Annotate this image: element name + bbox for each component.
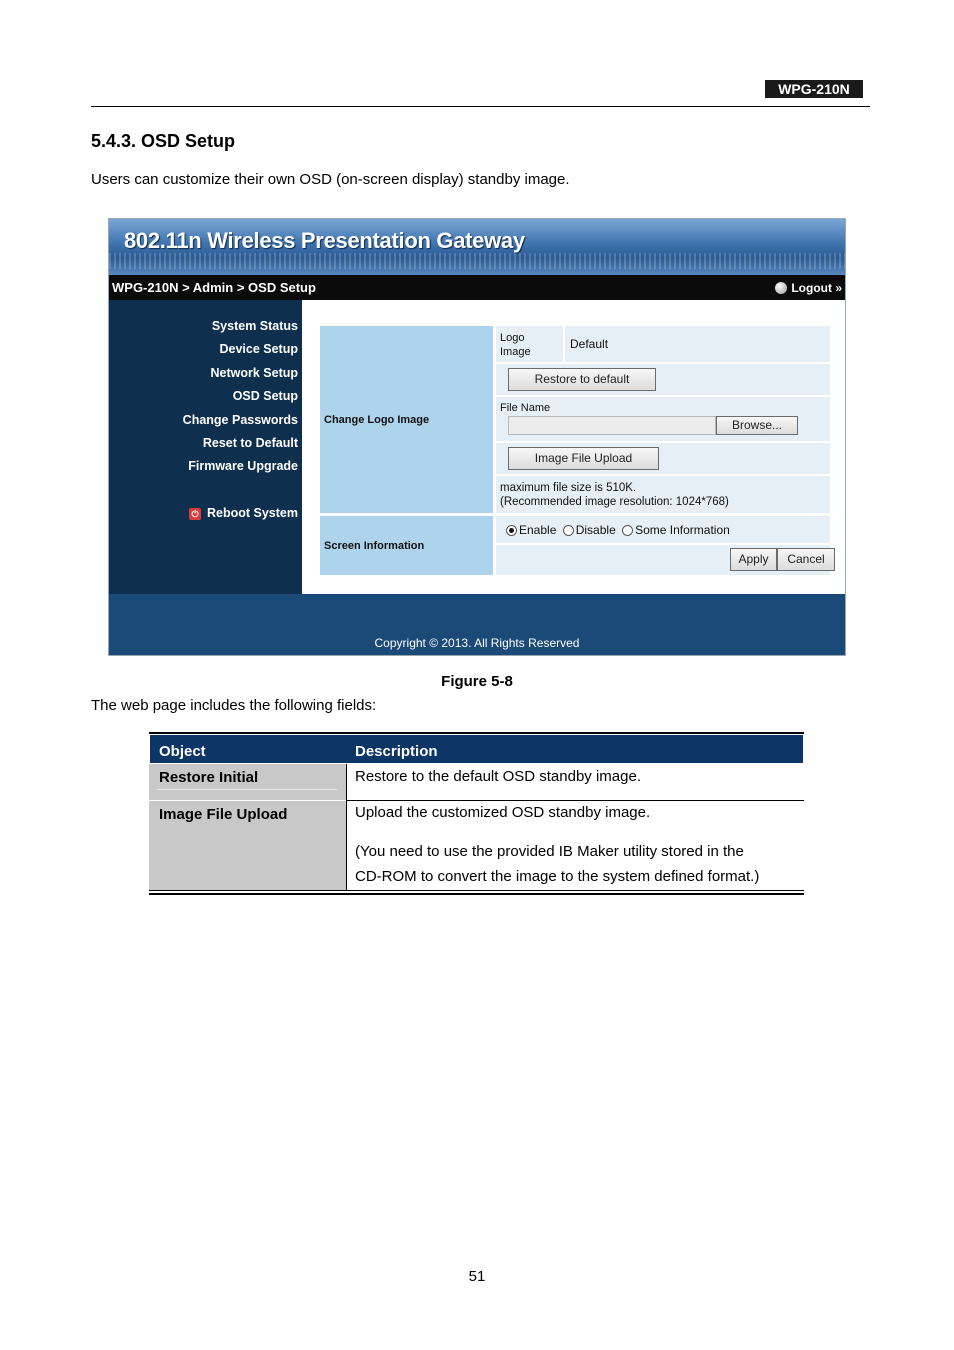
table-row-description: [346, 764, 804, 800]
object-restore-initial: Restore Initial: [159, 769, 259, 786]
sidebar: [109, 300, 302, 594]
radio-enable-label: Enable: [519, 523, 557, 537]
change-logo-label: Change Logo Image: [324, 414, 430, 426]
radio-some-information-label: Some Information: [635, 523, 730, 537]
osd-setup-screenshot: [108, 218, 846, 656]
file-name-label: File Name: [500, 402, 551, 414]
file-size-note: maximum file size is 510K.: [500, 482, 637, 494]
sidebar-item-device-setup[interactable]: Device Setup: [219, 342, 298, 356]
radio-disable-indicator[interactable]: [563, 525, 574, 536]
power-icon: ⏻: [189, 508, 201, 520]
logo-image-value-cell: [565, 326, 830, 362]
radio-some-information-indicator[interactable]: [622, 525, 633, 536]
sidebar-item-reboot-system[interactable]: [189, 506, 298, 520]
sidebar-item-network-setup[interactable]: Network Setup: [210, 366, 298, 380]
sidebar-item-osd-setup[interactable]: OSD Setup: [232, 389, 298, 403]
section-title: 5.4.3. OSD Setup: [91, 131, 236, 151]
column-divider: [346, 764, 347, 890]
header-object: Object: [159, 743, 206, 760]
file-note-row: [496, 476, 830, 513]
logout-icon: [775, 282, 787, 294]
header-description: Description: [355, 743, 438, 760]
cell-underline: [157, 789, 337, 790]
banner-title: 802.11n Wireless Presentation Gateway: [124, 228, 525, 253]
breadcrumb: WPG-210N > Admin > OSD Setup: [112, 280, 316, 295]
restore-to-default-button[interactable]: Restore to default: [508, 368, 656, 391]
radio-disable[interactable]: [563, 523, 616, 537]
cancel-button[interactable]: Cancel: [777, 548, 835, 571]
object-image-file-upload: Image File Upload: [159, 806, 288, 823]
description-restore-initial: Restore to the default OSD standby image.: [355, 768, 641, 785]
figure-caption: Figure 5-8: [441, 673, 513, 690]
table-bottom-rule-double: [149, 893, 804, 895]
table-row: [149, 764, 346, 800]
file-name-input[interactable]: [508, 416, 716, 435]
table-row: [149, 801, 346, 890]
sidebar-item-firmware-upgrade[interactable]: Firmware Upgrade: [188, 459, 298, 473]
table-row-description: [346, 801, 804, 890]
radio-enable-indicator[interactable]: [506, 525, 517, 536]
model-badge: WPG-210N: [765, 80, 863, 98]
apply-button[interactable]: Apply: [730, 548, 777, 571]
osd-form: [302, 300, 845, 594]
description-upload-line-2: (You need to use the provided IB Maker utility stored in the: [355, 843, 744, 860]
radio-some-information[interactable]: [622, 523, 730, 537]
banner-pattern: [109, 253, 845, 269]
screen-info-label: Screen Information: [324, 540, 425, 552]
description-upload-line-1: Upload the customized OSD standby image.: [355, 804, 651, 821]
browse-button[interactable]: Browse...: [716, 416, 798, 435]
screen-info-label-cell: [320, 516, 493, 575]
copyright: Copyright © 2013. All Rights Reserved: [374, 636, 580, 650]
sidebar-item-reset-to-default[interactable]: Reset to Default: [202, 436, 298, 450]
radio-disable-label: Disable: [575, 523, 616, 537]
breadcrumb-bar: [109, 275, 845, 300]
resolution-note: (Recommended image resolution: 1024*768): [500, 496, 729, 508]
header-rule: [91, 106, 870, 107]
logout-link[interactable]: [775, 281, 842, 295]
logo-image-value: Default: [570, 337, 609, 351]
change-logo-label-cell: [320, 326, 493, 513]
app-banner: [109, 219, 845, 275]
logo-image-label: Logo Image: [500, 332, 531, 358]
radio-enable[interactable]: [506, 523, 556, 537]
app-footer: [109, 594, 845, 656]
reboot-label: Reboot System: [207, 506, 298, 520]
logout-label: Logout »: [791, 281, 842, 295]
logo-image-label-cell: [496, 326, 563, 362]
image-file-upload-button[interactable]: Image File Upload: [508, 447, 659, 470]
section-intro: Users can customize their own OSD (on-screen display) standby image.: [91, 171, 570, 188]
table-header: [149, 734, 804, 764]
screen-info-options: [496, 516, 830, 543]
sidebar-item-change-passwords[interactable]: Change Passwords: [182, 413, 298, 427]
table-bottom-rule: [149, 890, 804, 891]
sidebar-item-system-status[interactable]: System Status: [211, 319, 298, 333]
fields-intro: The web page includes the following fields:: [91, 697, 377, 714]
page-number: 51: [468, 1268, 486, 1285]
description-upload-line-3: CD-ROM to convert the image to the system defined format.): [355, 868, 760, 885]
